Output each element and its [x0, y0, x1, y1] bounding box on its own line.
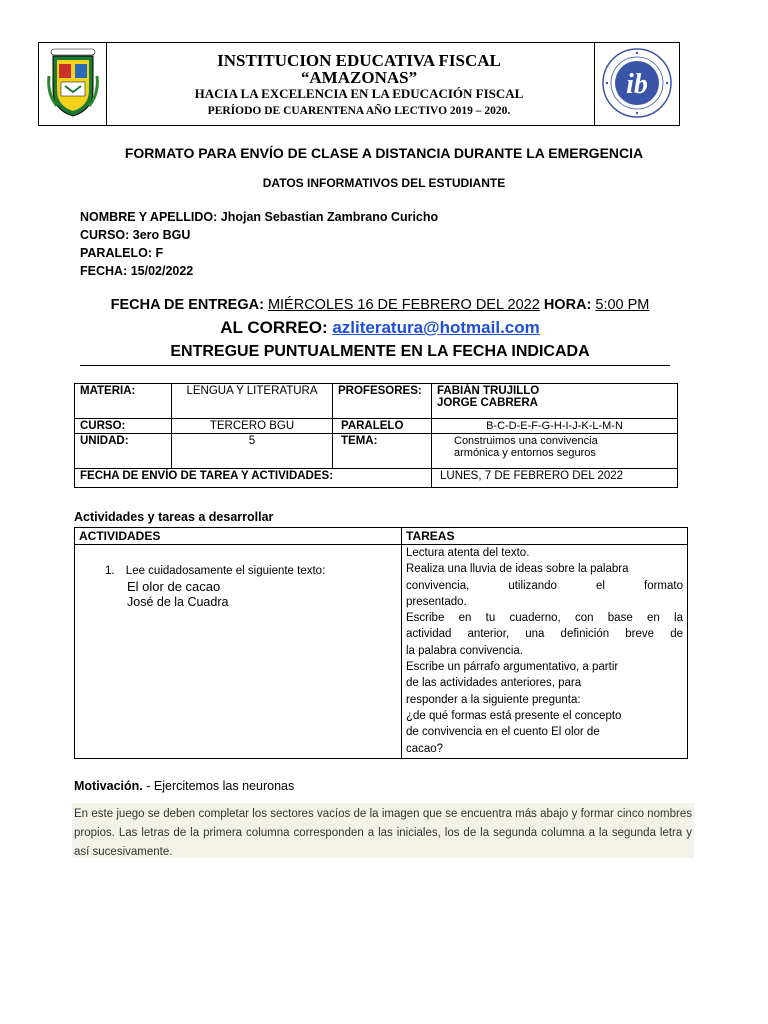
profesor-1: FABIÁN TRUJILLO — [437, 385, 540, 397]
task-line: actividad anterior, una definición breve de — [406, 628, 683, 641]
deadline-notice: ENTREGUE PUNTUALMENTE EN LA FECHA INDICADA — [170, 343, 590, 360]
delivery-line — [0, 297, 760, 313]
story-title: El olor de cacao — [127, 579, 221, 594]
delivery-date: MIÉRCOLES 16 DE FEBRERO DEL 2022 — [267, 297, 540, 313]
profesor-2: JORGE CABRERA — [437, 397, 538, 409]
table-row — [75, 434, 678, 469]
school-name: “AMAZONAS” — [300, 68, 418, 87]
task-line: la palabra convivencia. — [406, 644, 523, 657]
profesores-value — [432, 384, 678, 419]
email-label: AL CORREO: — [220, 318, 328, 337]
task-line: Lectura atenta del texto. — [406, 547, 530, 559]
game-instructions: En este juego se deben completar los sectores vacíos de la imagen que se encuentra más abajo y formar cinco nombres propios. Las letras de la primera columna corresponden a las iniciales, los de la segunda columna a la segunda letra y así sucesivamente. — [74, 808, 692, 858]
student-parallel: PARALELO: F — [80, 246, 164, 260]
activities-table — [74, 527, 688, 759]
task-line: cacao? — [406, 742, 444, 755]
materia-value: LENGUA Y LITERATURA — [172, 384, 333, 419]
notice-underline — [80, 365, 670, 366]
student-name: NOMBRE Y APELLIDO: Jhojan Sebastian Zambrano Curicho — [80, 210, 439, 224]
student-date: FECHA: 15/02/2022 — [80, 264, 194, 278]
unidad-label: UNIDAD: — [75, 434, 172, 469]
task-line: ¿de qué formas está presente el concepto — [406, 709, 622, 722]
motivation-label: Motivación. — [74, 779, 143, 793]
paralelo-label: PARALELO — [333, 419, 432, 434]
motivation-line — [74, 779, 294, 793]
delivery-label: FECHA DE ENTREGA: — [110, 297, 264, 313]
tema-line-1: Construimos una convivencia — [454, 435, 598, 447]
task-line: presentado. — [406, 595, 467, 608]
activity-cell — [75, 545, 402, 759]
table-row — [75, 545, 688, 759]
task-line: Escribe en tu cuaderno, con base en la — [406, 612, 683, 625]
envio-label: FECHA DE ENVÍO DE TAREA Y ACTIVIDADES: — [75, 469, 432, 488]
tema-label: TEMA: — [333, 434, 432, 469]
data-section-title: DATOS INFORMATIVOS DEL ESTUDIANTE — [262, 176, 506, 190]
form-title: FORMATO PARA ENVÍO DE CLASE A DISTANCIA DURANTE LA EMERGENCIA — [124, 145, 644, 161]
activity-text: Lee cuidadosamente el siguiente texto: — [125, 565, 326, 577]
tema-line-2: armónica y entornos seguros — [454, 447, 596, 459]
paralelo-value: B-C-D-E-F-G-H-I-J-K-L-M-N — [432, 419, 678, 434]
motivation-text: - Ejercitemos las neuronas — [142, 779, 295, 793]
delivery-hour-label: HORA: — [543, 297, 592, 313]
institution-title: INSTITUCION EDUCATIVA FISCAL — [217, 51, 501, 70]
table-row — [75, 384, 678, 419]
col-activities: ACTIVIDADES — [75, 528, 402, 545]
table-header-row — [75, 528, 688, 545]
task-line: convivencia, utilizando el formato — [406, 579, 683, 592]
unidad-value: 5 — [172, 434, 333, 469]
envio-value: LUNES, 7 DE FEBRERO DEL 2022 — [432, 469, 678, 488]
activities-heading: Actividades y tareas a desarrollar — [74, 510, 274, 524]
materia-label: MATERIA: — [75, 384, 172, 419]
svg-text:ib: ib — [626, 69, 648, 100]
task-line: de las actividades anteriores, para — [406, 677, 582, 690]
email-line — [0, 318, 760, 338]
school-header — [38, 42, 680, 126]
task-line: responder a la siguiente pregunta: — [406, 693, 581, 706]
col-tasks: TAREAS — [402, 528, 688, 545]
table-row — [75, 419, 678, 434]
story-author: José de la Cuadra — [127, 595, 229, 609]
profesores-label: PROFESORES: — [333, 384, 432, 419]
email-link[interactable]: azliteratura@hotmail.com — [332, 318, 540, 337]
delivery-hour: 5:00 PM — [595, 297, 650, 313]
school-period: PERÍODO DE CUARENTENA AÑO LECTIVO 2019 – 2020. — [207, 105, 511, 117]
tema-value — [432, 434, 678, 469]
tasks-cell — [402, 545, 688, 759]
task-line: de convivencia en el cuento El olor de — [406, 726, 600, 739]
curso-value: TERCERO BGU — [172, 419, 333, 434]
school-motto: HACIA LA EXCELENCIA EN LA EDUCACIÓN FISCAL — [194, 86, 524, 101]
table-row — [75, 469, 678, 488]
activity-item — [79, 565, 397, 577]
activity-number: 1. — [105, 565, 115, 577]
task-line: Realiza una lluvia de ideas sobre la palabra — [406, 563, 629, 576]
task-line: Escribe un párrafo argumentativo, a partir — [406, 661, 619, 674]
subject-info-table — [74, 383, 678, 488]
student-course: CURSO: 3ero BGU — [80, 228, 191, 242]
curso-label: CURSO: — [75, 419, 172, 434]
